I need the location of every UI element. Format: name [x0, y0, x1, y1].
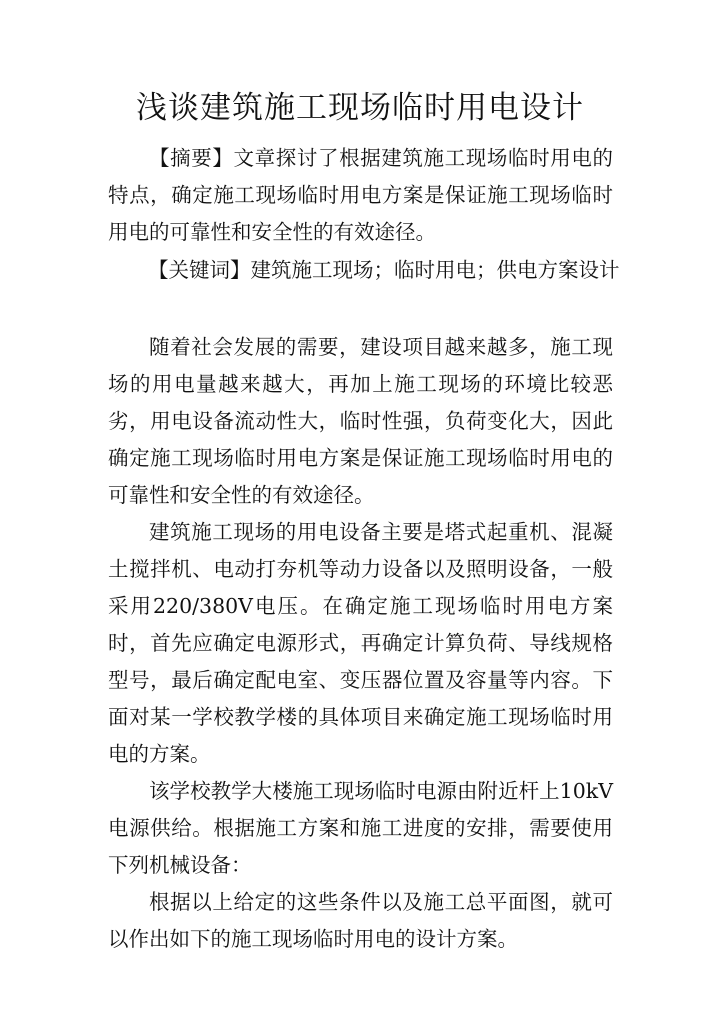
body-paragraph-1: 随着社会发展的需要，建设项目越来越多，施工现场的用电量越来越大，再加上施工现场的环境比较恶劣，用电设备流动性大，临时性强，负荷变化大，因此确定施工现场临时用电方案是保证施工现场临时用电的可靠性和安全性的有效途径。	[108, 335, 613, 507]
document-body	[108, 329, 613, 958]
keywords-line: 【关键词】建筑施工现场；临时用电；供电方案设计	[148, 258, 620, 282]
body-paragraph-3: 该学校教学大楼施工现场临时电源由附近杆上10kV电源供给。根据施工方案和施工进度的安排，需要使用下列机械设备：	[108, 779, 613, 877]
abstract-paragraph: 【摘要】文章探讨了根据建筑施工现场临时用电的特点，确定施工现场临时用电方案是保证施工现场临时用电的可靠性和安全性的有效途径。	[108, 146, 613, 244]
body-paragraph-4: 根据以上给定的这些条件以及施工总平面图，就可以作出如下的施工现场临时用电的设计方案。	[108, 890, 613, 951]
document-title: 浅谈建筑施工现场临时用电设计	[136, 90, 584, 126]
body-paragraph-2: 建筑施工现场的用电设备主要是塔式起重机、混凝土搅拌机、电动打夯机等动力设备以及照明设备，一般采用220/380V电压。在确定施工现场临时用电方案时，首先应确定电源形式，再确定计算负荷、导线规格型号，最后确定配电室、变压器位置及容量等内容。下面对某一学校教学楼的具体项目来确定施工现场临时用电的方案。	[108, 520, 613, 766]
